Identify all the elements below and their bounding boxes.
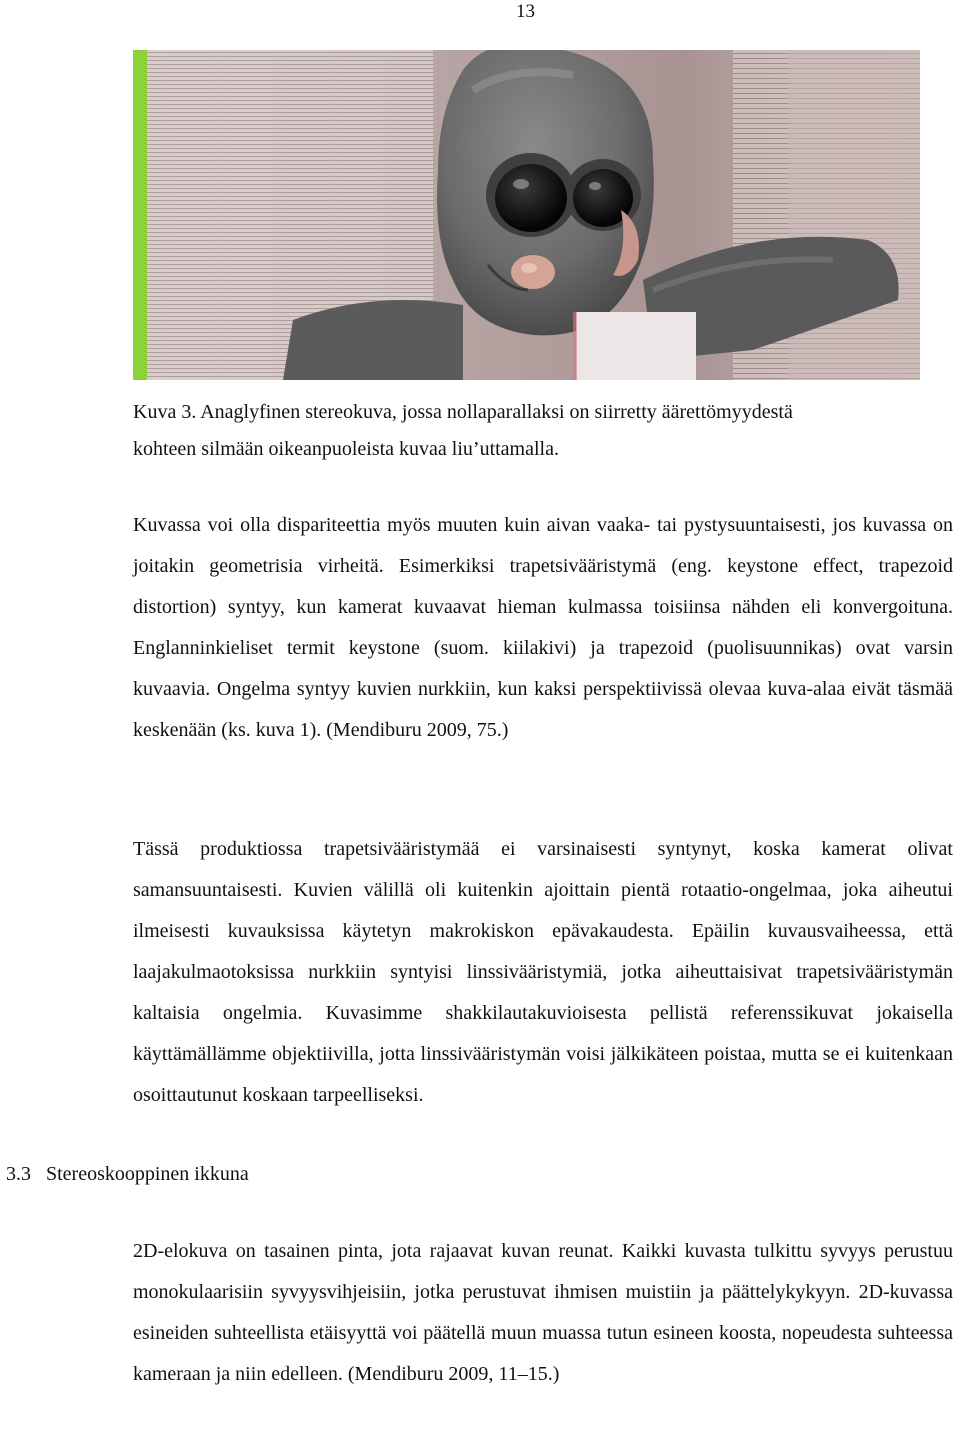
anaglyph-figure xyxy=(133,50,920,380)
figure-caption xyxy=(133,394,933,468)
section-title: Stereoskooppinen ikkuna xyxy=(46,1163,249,1185)
section-number: 3.3 xyxy=(6,1163,31,1185)
paragraph-production: Tässä produktiossa trapetsivääristymää ei varsinaisesti syntynyt, koska kamerat olivat samansuuntaisesti. Kuvien välillä oli kuitenkin ajoittain pientä rotaatio-ongelmaa, joka aiheutui ilmeisesti kuvauksissa käytetyn makrokiskon epävakaudesta. Epäilin kuvausvaiheessa, että laajakulmaotoksissa nurkkiin syntyisi linssivääristymiä, jotka aiheuttaisivat trapetsivääristymän kaltaisia ongelmia. Kuvasimme shakkilautakuvioisesta pellistä referenssikuvat jokaisella käyttämällämme objektiivilla, jotta linssivääristymän voisi jälkikäteen poistaa, mutta se ei kuitenkaan osoittautunut koskaan tarpeelliseksi. xyxy=(133,838,953,1106)
caption-line-1: Kuva 3. Anaglyfinen stereokuva, jossa nollaparallaksi on siirretty äärettömyydestä xyxy=(133,401,793,423)
caption-line-2: kohteen silmään oikeanpuoleista kuvaa liu’uttamalla. xyxy=(133,438,559,460)
paragraph-disparity: Kuvassa voi olla dispariteettia myös muuten kuin aivan vaaka- tai pystysuuntaisesti, jos kuvassa on joitakin geometrisia virheitä. Esimerkiksi trapetsivääristymä (eng. keystone effect, trapezoid distortion) syntyy, kun kamerat kuvaavat hieman kulmassa toisiinsa nähden eli konvergoituna. Englanninkieliset termit keystone (suom. kiilakivi) ja trapezoid (puolisuunnikas) ovat varsin kuvaavia. Ongelma syntyy kuvien nurkkiin, kun kaksi perspektiivissä olevaa kuva-alaa eivät täsmää keskenään (ks. kuva 1). (Mendiburu 2009, 75.) xyxy=(133,514,953,741)
paragraph-2d-film: 2D-elokuva on tasainen pinta, jota rajaavat kuvan reunat. Kaikki kuvasta tulkittu syvyys perustuu monokulaarisiin syvyysvihjeisiin, jotka perustuvat ihmisen muistiin ja päättelykykyyn. 2D-kuvassa esineiden suhteellista etäisyyttä voi päätellä muun muassa tutun esineen koosta, nopeudesta suhteessa kameraan ja niin edelleen. (Mendiburu 2009, 11–15.) xyxy=(133,1240,953,1385)
anaglyph-image xyxy=(133,50,920,380)
section-heading xyxy=(6,1159,249,1189)
page-number: 13 xyxy=(516,1,535,22)
